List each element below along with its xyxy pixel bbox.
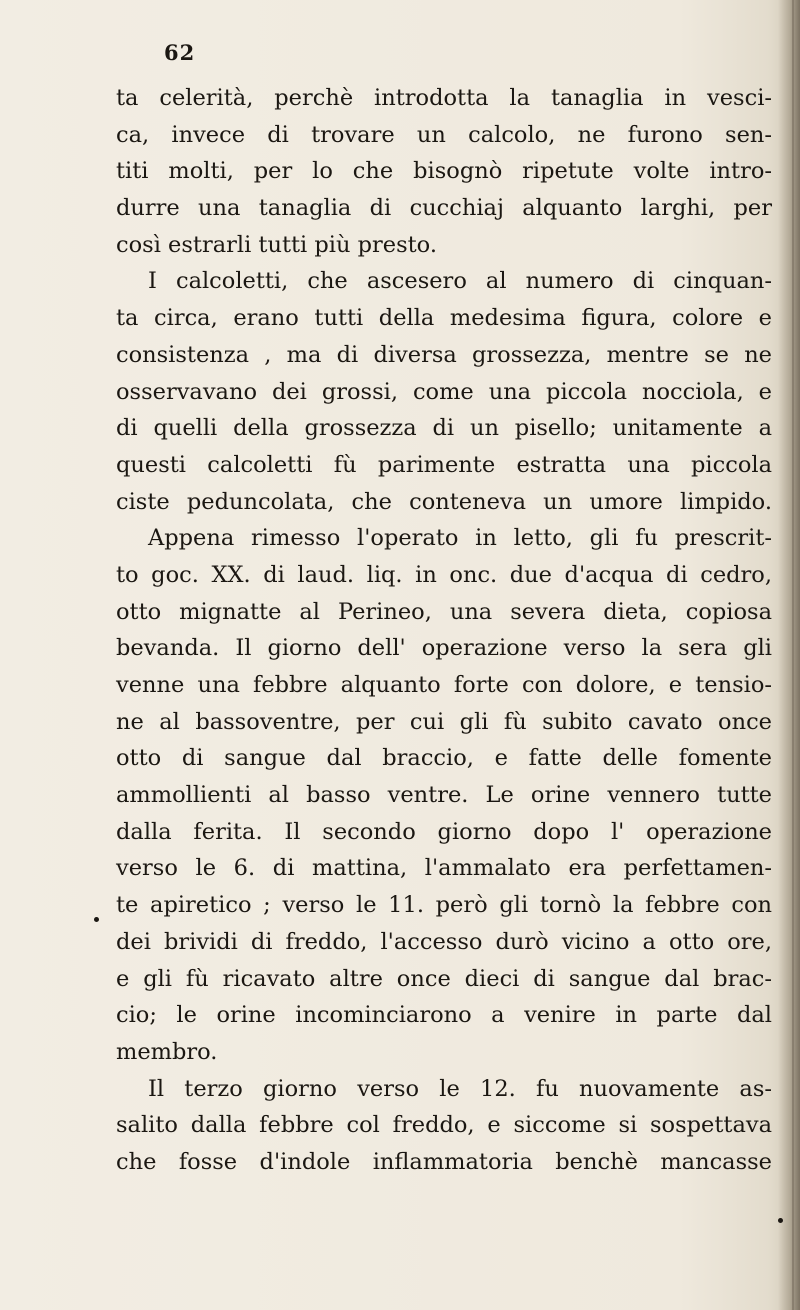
- text-line: ta celerità, perchè introdotta la tanaglia in vesci-: [116, 85, 772, 111]
- text-line: così estrarli tutti più presto.: [116, 231, 437, 258]
- text-line: cio; le orine incominciarono a venire in parte dal: [116, 1002, 772, 1029]
- text-line: ta circa, erano tutti della medesima figura, colore e: [116, 305, 772, 332]
- text-line: dalla ferita. Il secondo giorno dopo l' operazione: [116, 818, 772, 845]
- text-line: I calcoletti, che ascesero al numero di cinquan-: [148, 268, 772, 295]
- text-line: osservavano dei grossi, come una piccola nocciola, e: [116, 378, 772, 405]
- text-line: otto di sangue dal braccio, e fatte delle fomente: [116, 745, 772, 772]
- text-line: te apiretico ; verso le 11. però gli tornò la febbre con: [116, 892, 772, 919]
- page-number: 62: [164, 40, 196, 65]
- body-text: [116, 80, 772, 1181]
- text-line: titi molti, per lo che bisognò ripetute volte intro-: [116, 158, 772, 185]
- text-line: to goc. XX. di laud. liq. in onc. due d'acqua di cedro,: [116, 561, 772, 588]
- text-line: questi calcoletti fù parimente estratta una piccola: [116, 451, 772, 478]
- text-line: bevanda. Il giorno dell' operazione verso la sera gli: [116, 635, 772, 662]
- text-line: consistenza , ma di diversa grossezza, mentre se ne: [116, 341, 772, 368]
- margin-mark: [778, 1218, 783, 1223]
- text-line: che fosse d'indole inflammatoria benchè mancasse: [116, 1148, 772, 1175]
- text-line: dei brividi di freddo, l'accesso durò vicino a otto ore,: [116, 928, 772, 955]
- text-line: ciste peduncolata, che conteneva un umore limpido.: [116, 488, 772, 515]
- text-line: verso le 6. di mattina, l'ammalato era perfettamen-: [116, 855, 772, 882]
- page-edge-line: [792, 0, 794, 1310]
- page-edge-shadow: [778, 0, 800, 1310]
- text-line: Il terzo giorno verso le 12. fu nuovamente as-: [148, 1075, 772, 1102]
- text-line: membro.: [116, 1038, 218, 1065]
- text-line: ne al bassoventre, per cui gli fù subito cavato once: [116, 708, 772, 735]
- text-line: e gli fù ricavato altre once dieci di sangue dal brac-: [116, 965, 772, 992]
- text-line: durre una tanaglia di cucchiaj alquanto larghi, per: [116, 195, 772, 222]
- text-line: di quelli della grossezza di un pisello; unitamente a: [116, 415, 772, 442]
- text-line: otto mignatte al Perineo, una severa dieta, copiosa: [116, 598, 772, 625]
- margin-mark: [94, 917, 99, 922]
- text-line: ca, invece di trovare un calcolo, ne furono sen-: [116, 121, 772, 148]
- text-line: salito dalla febbre col freddo, e siccome si sospettava: [116, 1112, 772, 1139]
- text-line: venne una febbre alquanto forte con dolore, e tensio-: [116, 672, 772, 698]
- text-line: ammollienti al basso ventre. Le orine vennero tutte: [116, 782, 772, 809]
- text-line: Appena rimesso l'operato in letto, gli fu prescrit-: [148, 525, 772, 552]
